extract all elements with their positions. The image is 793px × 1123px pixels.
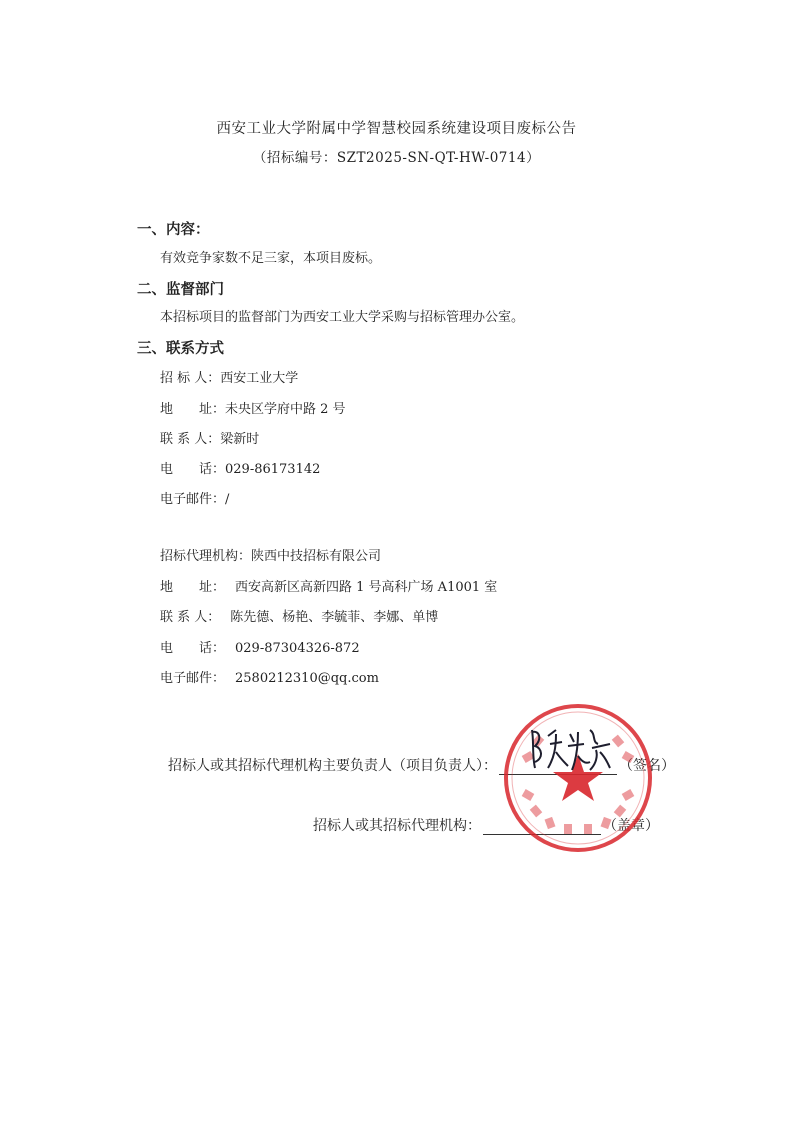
agency-name-row bbox=[160, 545, 381, 564]
tenderer-name-label: 招 标 人： bbox=[160, 371, 221, 386]
tenderer-name: 西安工业大学 bbox=[220, 371, 299, 386]
agency-email: 2580212310@qq.com bbox=[235, 671, 379, 686]
org-suffix: （盖章） bbox=[603, 818, 659, 834]
page-title: 西安工业大学附属中学智慧校园系统建设项目废标公告 bbox=[216, 121, 577, 137]
agency-email-row bbox=[160, 667, 379, 686]
section-text-supervision: 本招标项目的监督部门为西安工业大学采购与招标管理办公室。 bbox=[160, 310, 525, 325]
agency-address: 西安高新区高新四路 1 号高科广场 A1001 室 bbox=[235, 580, 498, 595]
responsible-suffix: （签名） bbox=[619, 758, 675, 774]
tenderer-address: 未央区学府中路 2 号 bbox=[225, 402, 346, 417]
section-heading-supervision: 二、监督部门 bbox=[137, 281, 224, 298]
tenderer-contact-label: 联 系 人： bbox=[160, 432, 221, 447]
agency-contact: 陈先德、杨艳、李毓菲、李娜、单博 bbox=[230, 610, 439, 625]
agency-address-row bbox=[160, 576, 497, 595]
tenderer-phone-label: 电 话： bbox=[160, 462, 226, 477]
tenderer-email-label: 电子邮件： bbox=[160, 492, 226, 507]
section-heading-content: 一、内容： bbox=[137, 221, 210, 238]
tenderer-email: / bbox=[225, 492, 230, 507]
agency-contact-label: 联 系 人： bbox=[160, 610, 221, 625]
agency-phone: 029-87304326-872 bbox=[235, 641, 360, 656]
org-label: 招标人或其招标代理机构： bbox=[313, 818, 481, 834]
tenderer-phone-row bbox=[160, 458, 320, 477]
agency-name: 陕西中技招标有限公司 bbox=[251, 549, 382, 564]
agency-contact-row bbox=[160, 606, 438, 625]
agency-name-label: 招标代理机构： bbox=[160, 549, 252, 564]
tenderer-contact: 梁新时 bbox=[220, 432, 260, 447]
tenderer-email-row bbox=[160, 488, 229, 507]
agency-address-label: 地 址： bbox=[160, 580, 226, 595]
tenderer-phone: 029-86173142 bbox=[225, 462, 321, 477]
responsible-label: 招标人或其招标代理机构主要负责人（项目负责人）： bbox=[168, 758, 497, 774]
tenderer-name-row bbox=[160, 367, 298, 386]
tenderer-address-row bbox=[160, 398, 346, 417]
agency-phone-row bbox=[160, 637, 360, 656]
agency-phone-label: 电 话： bbox=[160, 641, 226, 656]
agency-email-label: 电子邮件： bbox=[160, 671, 226, 686]
handwritten-signature-icon bbox=[526, 722, 614, 778]
section-text-content: 有效竞争家数不足三家，本项目废标。 bbox=[160, 251, 382, 266]
section-heading-contact: 三、联系方式 bbox=[137, 340, 224, 357]
tenderer-contact-row bbox=[160, 428, 259, 447]
bid-number: （招标编号：SZT2025-SN-QT-HW-0714） bbox=[252, 150, 541, 166]
tenderer-address-label: 地 址： bbox=[160, 402, 226, 417]
